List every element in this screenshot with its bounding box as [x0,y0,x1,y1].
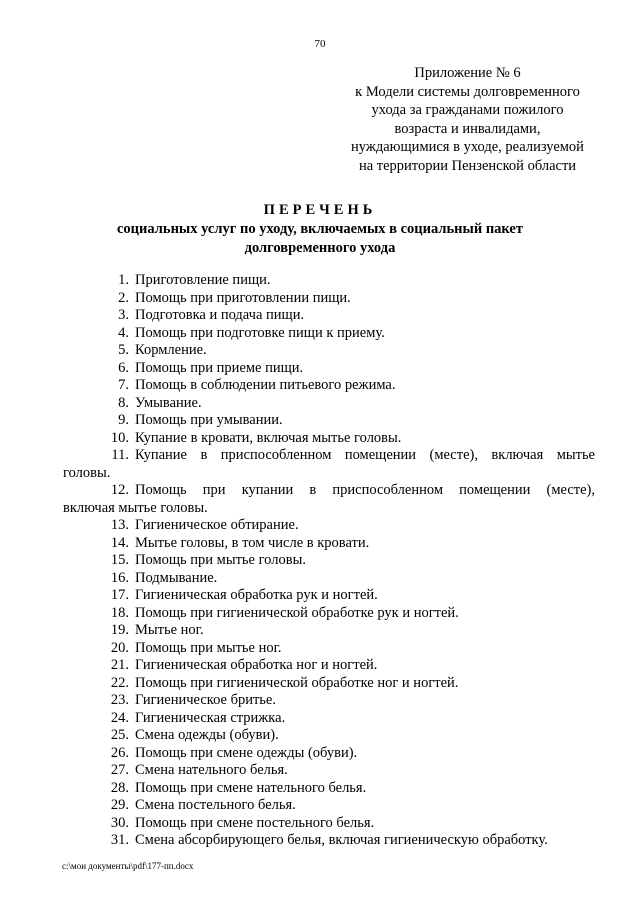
subtitle-line: социальных услуг по уходу, включаемых в социальный пакет [117,221,523,237]
list-item-text: Помощь при подготовке пищи к приему. [135,324,385,341]
list-item [63,447,595,482]
appendix-line: нуждающимися в уходе, реализуемой [351,139,584,155]
list-item [63,797,595,815]
list-item-number: 1. [118,272,129,288]
list-item-number: 15. [110,552,129,568]
list-item-number: 11. [111,447,129,463]
list-item-number: 9. [118,412,129,428]
list-item-number: 8. [118,394,129,411]
list-item-text: Помощь при умывании. [135,412,283,428]
list-item-number: 22. [110,674,129,691]
list-item [63,430,595,448]
subtitle-line: долговременного ухода [244,239,396,256]
list-item-text: Подготовка и подача пищи. [135,307,305,323]
list-item-text: Смена нательного белья. [135,762,288,778]
list-item-text: Помощь при гигиенической обработке ног и ногтей. [135,674,459,691]
list-item [63,325,595,343]
list-item-number: 16. [110,569,129,586]
list-item-text: Помощь при купании в приспособленном помещении (месте), [135,482,595,498]
list-item [63,762,595,780]
list-item-text: Помощь при приеме пищи. [135,359,304,376]
list-item-text: Гигиеническое обтирание. [135,517,299,533]
list-item [63,290,595,308]
list-item-number: 20. [110,639,129,656]
list-item-number: 25. [110,727,129,743]
list-item-text: Помощь при смене нательного белья. [135,779,367,796]
list-item-number: 5. [118,342,129,358]
list-item-text: Помощь при мытье ног. [135,639,282,656]
list-item [63,657,595,675]
appendix-line: на территории Пензенской области [358,157,577,174]
list-item [63,692,595,710]
list-item-number: 4. [118,324,129,341]
list-item-number: 14. [110,534,129,551]
list-item-number: 19. [110,622,129,638]
list-item-number: 23. [110,692,129,708]
list-item [63,675,595,693]
list-item-text: Кормление. [135,342,207,358]
document-title: ПЕРЕЧЕНЬ [263,202,377,218]
services-list [63,272,595,850]
list-item-text: Гигиеническая стрижка. [135,709,286,726]
list-item-number: 13. [110,517,129,533]
list-item-text: Смена одежды (обуви). [135,727,279,743]
appendix-line: к Модели системы долговременного [355,83,580,100]
list-item-text: Гигиеническая обработка рук и ногтей. [135,587,378,603]
list-item-number: 17. [110,587,129,603]
list-item [63,360,595,378]
appendix-header [330,64,605,175]
list-item [63,640,595,658]
list-item [63,832,595,850]
list-item-text-continuation: включая мытье головы. [63,499,208,516]
list-item-text: Помощь при смене одежды (обуви). [135,744,358,761]
list-item-text: Купание в приспособленном помещении (месте), включая мытье [135,447,595,463]
list-item [63,377,595,395]
list-item-number: 30. [110,814,129,831]
list-item [63,535,595,553]
list-item-number: 29. [110,797,129,813]
list-item-text: Помощь при приготовлении пищи. [135,289,351,306]
appendix-line: возраста и инвалидами, [394,120,541,137]
list-item-text: Помощь при мытье головы. [135,552,306,568]
list-item [63,622,595,640]
list-item [63,307,595,325]
list-item-text: Гигиеническое бритье. [135,692,276,708]
list-item [63,517,595,535]
page-number: 70 [314,38,326,50]
list-item-number: 27. [110,762,129,778]
list-item [63,552,595,570]
list-item [63,570,595,588]
list-item-text: Мытье головы, в том числе в кровати. [135,534,370,551]
appendix-line: Приложение № 6 [414,65,521,81]
list-item-text: Подмывание. [135,569,218,586]
list-item [63,587,595,605]
appendix-line: ухода за гражданами пожилого [371,102,564,118]
list-item-text: Помощь при гигиенической обработке рук и ногтей. [135,604,459,621]
list-item-number: 18. [110,604,129,621]
list-item-text: Помощь при смене постельного белья. [135,814,375,831]
list-item-number: 7. [118,377,129,393]
list-item-number: 2. [118,289,129,306]
list-item-text: Купание в кровати, включая мытье головы. [135,429,402,446]
list-item [63,780,595,798]
list-item [63,710,595,728]
list-item-number: 24. [110,709,129,726]
list-item [63,482,595,517]
list-item [63,815,595,833]
list-item-number: 3. [118,307,129,323]
list-item-text-continuation: головы. [63,464,111,481]
list-item [63,272,595,290]
list-item-number: 31. [110,832,129,848]
list-item-text: Смена постельного белья. [135,797,296,813]
list-item-number: 6. [118,359,129,376]
list-item-text: Умывание. [135,394,202,411]
list-item [63,395,595,413]
list-item-number: 28. [110,779,129,796]
list-item-text: Мытье ног. [135,622,204,638]
list-item [63,745,595,763]
document-subtitle [0,220,640,257]
list-item-number: 21. [110,657,129,673]
list-item [63,605,595,623]
list-item-number: 10. [110,429,129,446]
list-item-text: Гигиеническая обработка ног и ногтей. [135,657,378,673]
list-item-text: Приготовление пищи. [135,272,271,288]
list-item [63,727,595,745]
list-item-number: 12. [110,482,129,498]
list-item [63,342,595,360]
file-path-footer: c:\мои документы\pdf\177-пп.docx [62,861,194,871]
list-item [63,412,595,430]
list-item-number: 26. [110,744,129,761]
list-item-text: Помощь в соблюдении питьевого режима. [135,377,396,393]
list-item-text: Смена абсорбирующего белья, включая гигиеническую обработку. [135,832,548,848]
